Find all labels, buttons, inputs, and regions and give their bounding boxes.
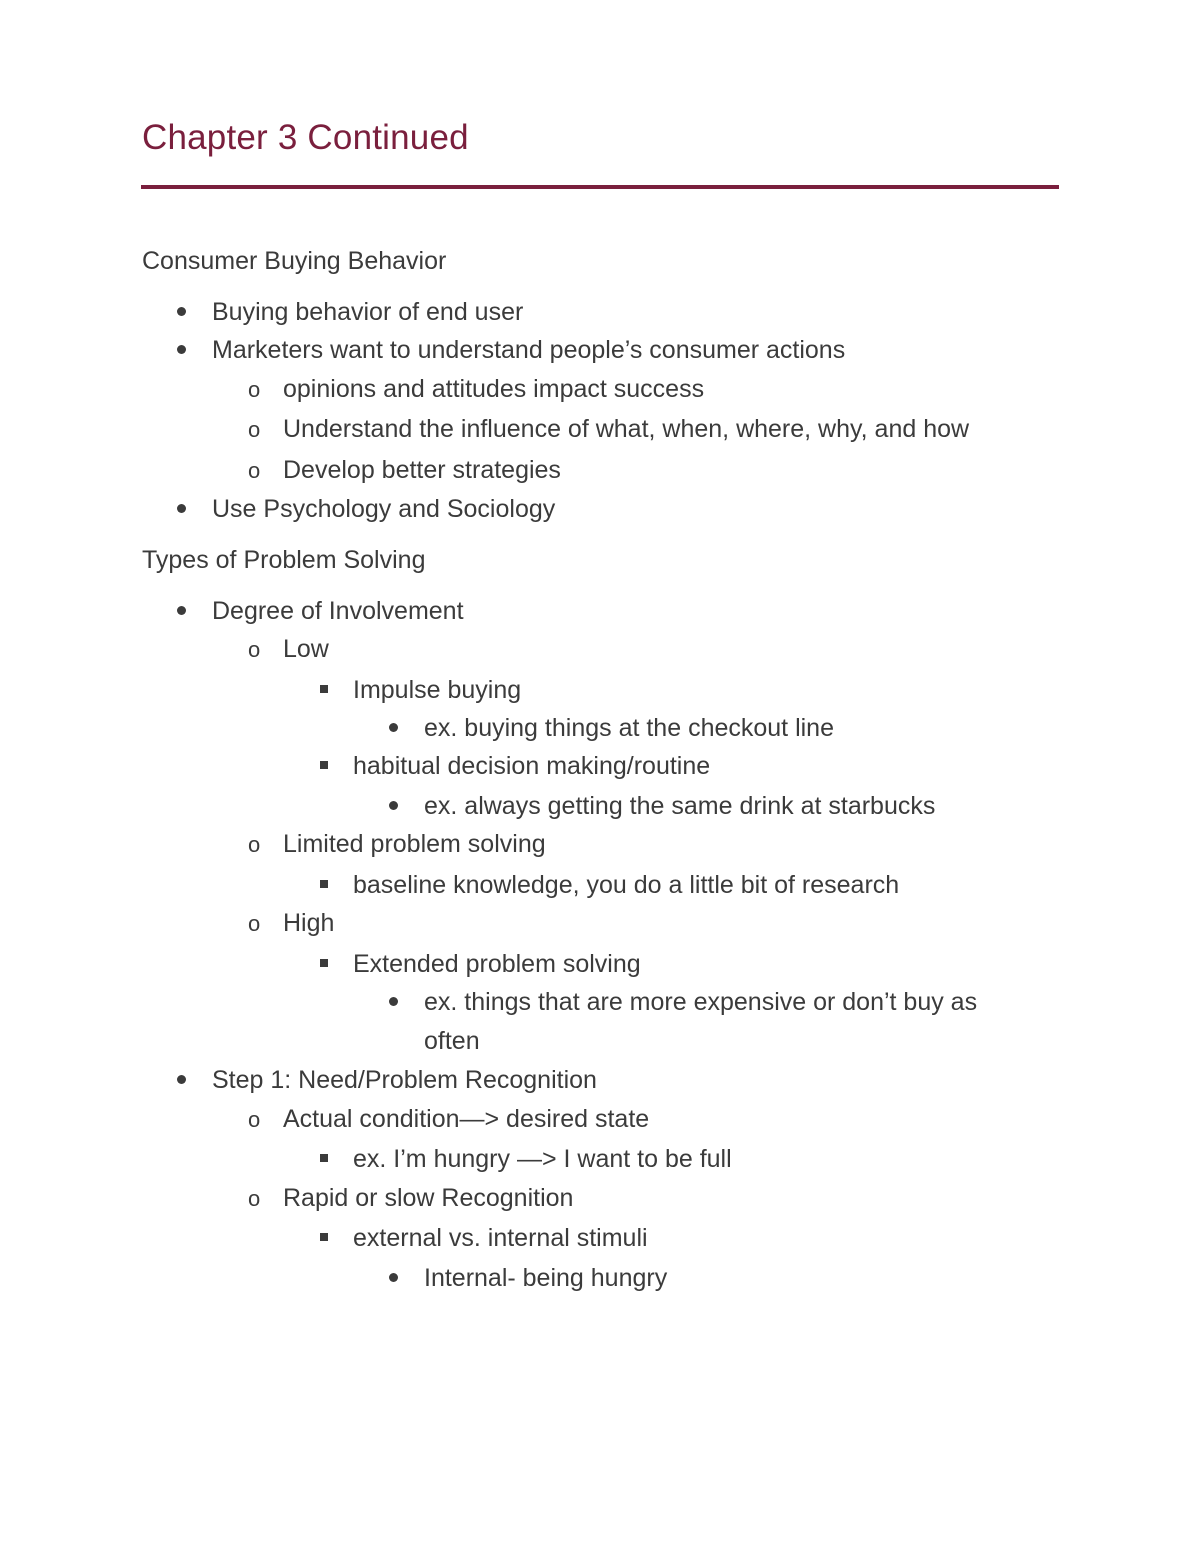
bullet-square-icon	[320, 761, 328, 769]
bullet-dot-icon	[177, 606, 186, 615]
bullet-circle-icon: o	[248, 832, 261, 857]
bullet-dot-icon	[389, 997, 398, 1006]
list-item: Buying behavior of end user	[212, 298, 524, 326]
list-item: Rapid or slow Recognition	[283, 1184, 574, 1212]
list-item: external vs. internal stimuli	[353, 1224, 648, 1252]
bullet-circle-icon: o	[248, 458, 261, 483]
list-item: baseline knowledge, you do a little bit of research	[353, 871, 900, 899]
bullet-dot-icon	[177, 1075, 186, 1084]
list-item: Actual condition—> desired state	[283, 1105, 650, 1133]
list-item: Develop better strategies	[283, 456, 561, 484]
bullet-circle-icon: o	[248, 1186, 261, 1211]
section-heading: Consumer Buying Behavior	[142, 247, 447, 275]
bullet-square-icon	[320, 880, 328, 888]
bullet-dot-icon	[177, 504, 186, 513]
list-item: habitual decision making/routine	[353, 752, 711, 780]
bullet-circle-icon: o	[248, 911, 261, 936]
bullet-square-icon	[320, 685, 328, 693]
bullet-circle-icon: o	[248, 637, 261, 662]
bullet-circle-icon: o	[248, 377, 261, 402]
page-title: Chapter 3 Continued	[142, 118, 469, 157]
list-item: Internal- being hungry	[424, 1264, 668, 1292]
list-item: ex. buying things at the checkout line	[424, 714, 834, 742]
list-item: opinions and attitudes impact success	[283, 375, 705, 403]
bullet-dot-icon	[177, 345, 186, 354]
bullet-dot-icon	[389, 801, 398, 810]
bullet-circle-icon: o	[248, 417, 261, 442]
bullet-circle-icon: o	[248, 1107, 261, 1132]
bullet-dot-icon	[389, 723, 398, 732]
list-item: Understand the influence of what, when, where, why, and how	[283, 415, 970, 443]
list-item: Low	[283, 635, 329, 663]
bullet-square-icon	[320, 1233, 328, 1241]
title-divider	[141, 185, 1059, 189]
list-item: often	[424, 1027, 480, 1055]
bullet-square-icon	[320, 1154, 328, 1162]
list-item: High	[283, 909, 335, 937]
list-item: Use Psychology and Sociology	[212, 495, 556, 523]
list-item: Step 1: Need/Problem Recognition	[212, 1066, 597, 1094]
list-item: Limited problem solving	[283, 830, 546, 858]
list-item: ex. things that are more expensive or don’t buy as	[424, 988, 978, 1016]
list-item: Impulse buying	[353, 676, 522, 704]
section-heading: Types of Problem Solving	[142, 546, 426, 574]
list-item: ex. I’m hungry —> I want to be full	[353, 1145, 732, 1173]
bullet-dot-icon	[177, 307, 186, 316]
list-item: ex. always getting the same drink at starbucks	[424, 792, 936, 820]
list-item: Extended problem solving	[353, 950, 641, 978]
list-item: Degree of Involvement	[212, 597, 464, 625]
bullet-square-icon	[320, 959, 328, 967]
bullet-dot-icon	[389, 1273, 398, 1282]
list-item: Marketers want to understand people’s consumer actions	[212, 336, 846, 364]
